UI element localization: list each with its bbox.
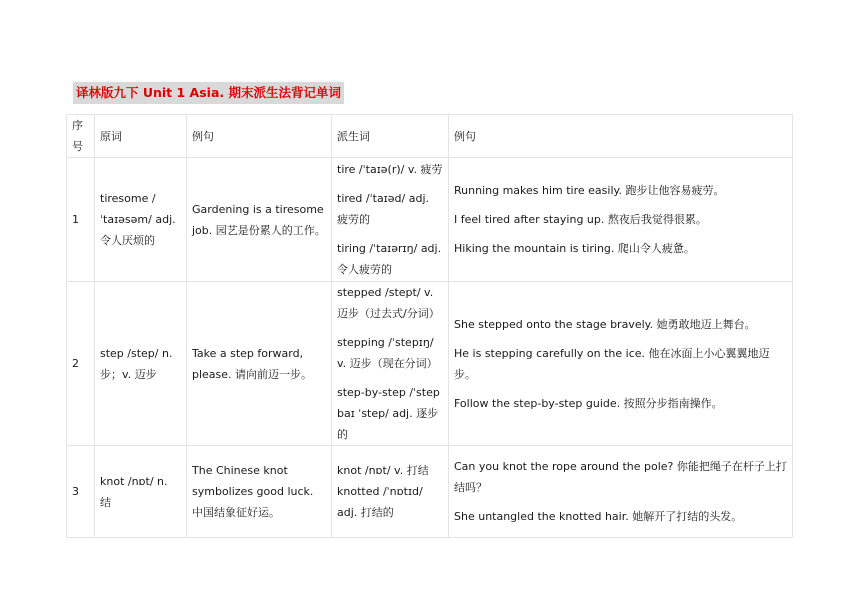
derivative-item: knot /nɒt/ v. 打结 knotted /ˈnɒtɪd/ adj. 打结的 <box>337 464 429 519</box>
row-index: 1 <box>67 158 95 282</box>
derivative-item: stepping /ˈstepɪŋ/ v. 迈步（现在分词） <box>337 336 438 370</box>
row-index: 3 <box>67 446 95 538</box>
header-derivative-example: 例句 <box>449 115 793 158</box>
derivative-item: stepped /stept/ v. 迈步（过去式/分词） <box>337 286 440 320</box>
derivative-item: tired /ˈtaɪəd/ adj. 疲劳的 <box>337 192 429 226</box>
vocabulary-table <box>66 114 793 538</box>
table-row <box>67 446 793 538</box>
row-example: Take a step forward, please. 请向前迈一步。 <box>187 282 332 446</box>
table-row <box>67 158 793 282</box>
header-word: 原词 <box>95 115 187 158</box>
row-derivatives <box>332 282 449 446</box>
row-example: The Chinese knot symbolizes good luck. 中国结象征好运。 <box>187 446 332 538</box>
derivative-item: step-by-step /ˈstep baɪ ˈstep/ adj. 逐步的 <box>337 386 440 441</box>
header-index: 序号 <box>67 115 95 158</box>
derivative-example: Hiking the mountain is tiring. 爬山令人疲惫。 <box>454 242 695 255</box>
row-word: tiresome /ˈtaɪəsəm/ adj. 令人厌烦的 <box>95 158 187 282</box>
derivative-example: She stepped onto the stage bravely. 她勇敢地迈上舞台。 <box>454 317 756 331</box>
row-example: Gardening is a tiresome job. 园艺是份累人的工作。 <box>187 158 332 282</box>
row-derivative-examples <box>449 282 793 446</box>
row-index: 2 <box>67 282 95 446</box>
header-example: 例句 <box>187 115 332 158</box>
table-header-row <box>67 115 793 158</box>
row-derivative-examples <box>449 158 793 282</box>
derivative-item: tire /ˈtaɪə(r)/ v. 疲劳 <box>337 163 443 176</box>
row-word: step /step/ n. 步；v. 迈步 <box>95 282 187 446</box>
derivative-example: She untangled the knotted hair. 她解开了打结的头发。 <box>454 510 743 523</box>
row-derivatives <box>332 158 449 282</box>
row-word: knot /nɒt/ n. 结 <box>95 446 187 538</box>
derivative-example: He is stepping carefully on the ice. 他在冰面上小心翼翼地迈步。 <box>454 346 770 381</box>
document-title: 译林版九下 Unit 1 Asia. 期末派生法背记单词 <box>73 82 344 104</box>
header-derivative: 派生词 <box>332 115 449 158</box>
row-derivatives <box>332 446 449 538</box>
derivative-example: I feel tired after staying up. 熬夜后我觉得很累。 <box>454 213 707 226</box>
derivative-example: Follow the step-by-step guide. 按照分步指南操作。 <box>454 396 723 410</box>
table-row <box>67 282 793 446</box>
derivative-item: tiring /ˈtaɪərɪŋ/ adj. 令人疲劳的 <box>337 242 442 276</box>
row-derivative-examples <box>449 446 793 538</box>
derivative-example: Can you knot the rope around the pole? 你能把绳子在杆子上打结吗？ <box>454 460 787 494</box>
derivative-example: Running makes him tire easily. 跑步让他容易疲劳。 <box>454 184 725 197</box>
